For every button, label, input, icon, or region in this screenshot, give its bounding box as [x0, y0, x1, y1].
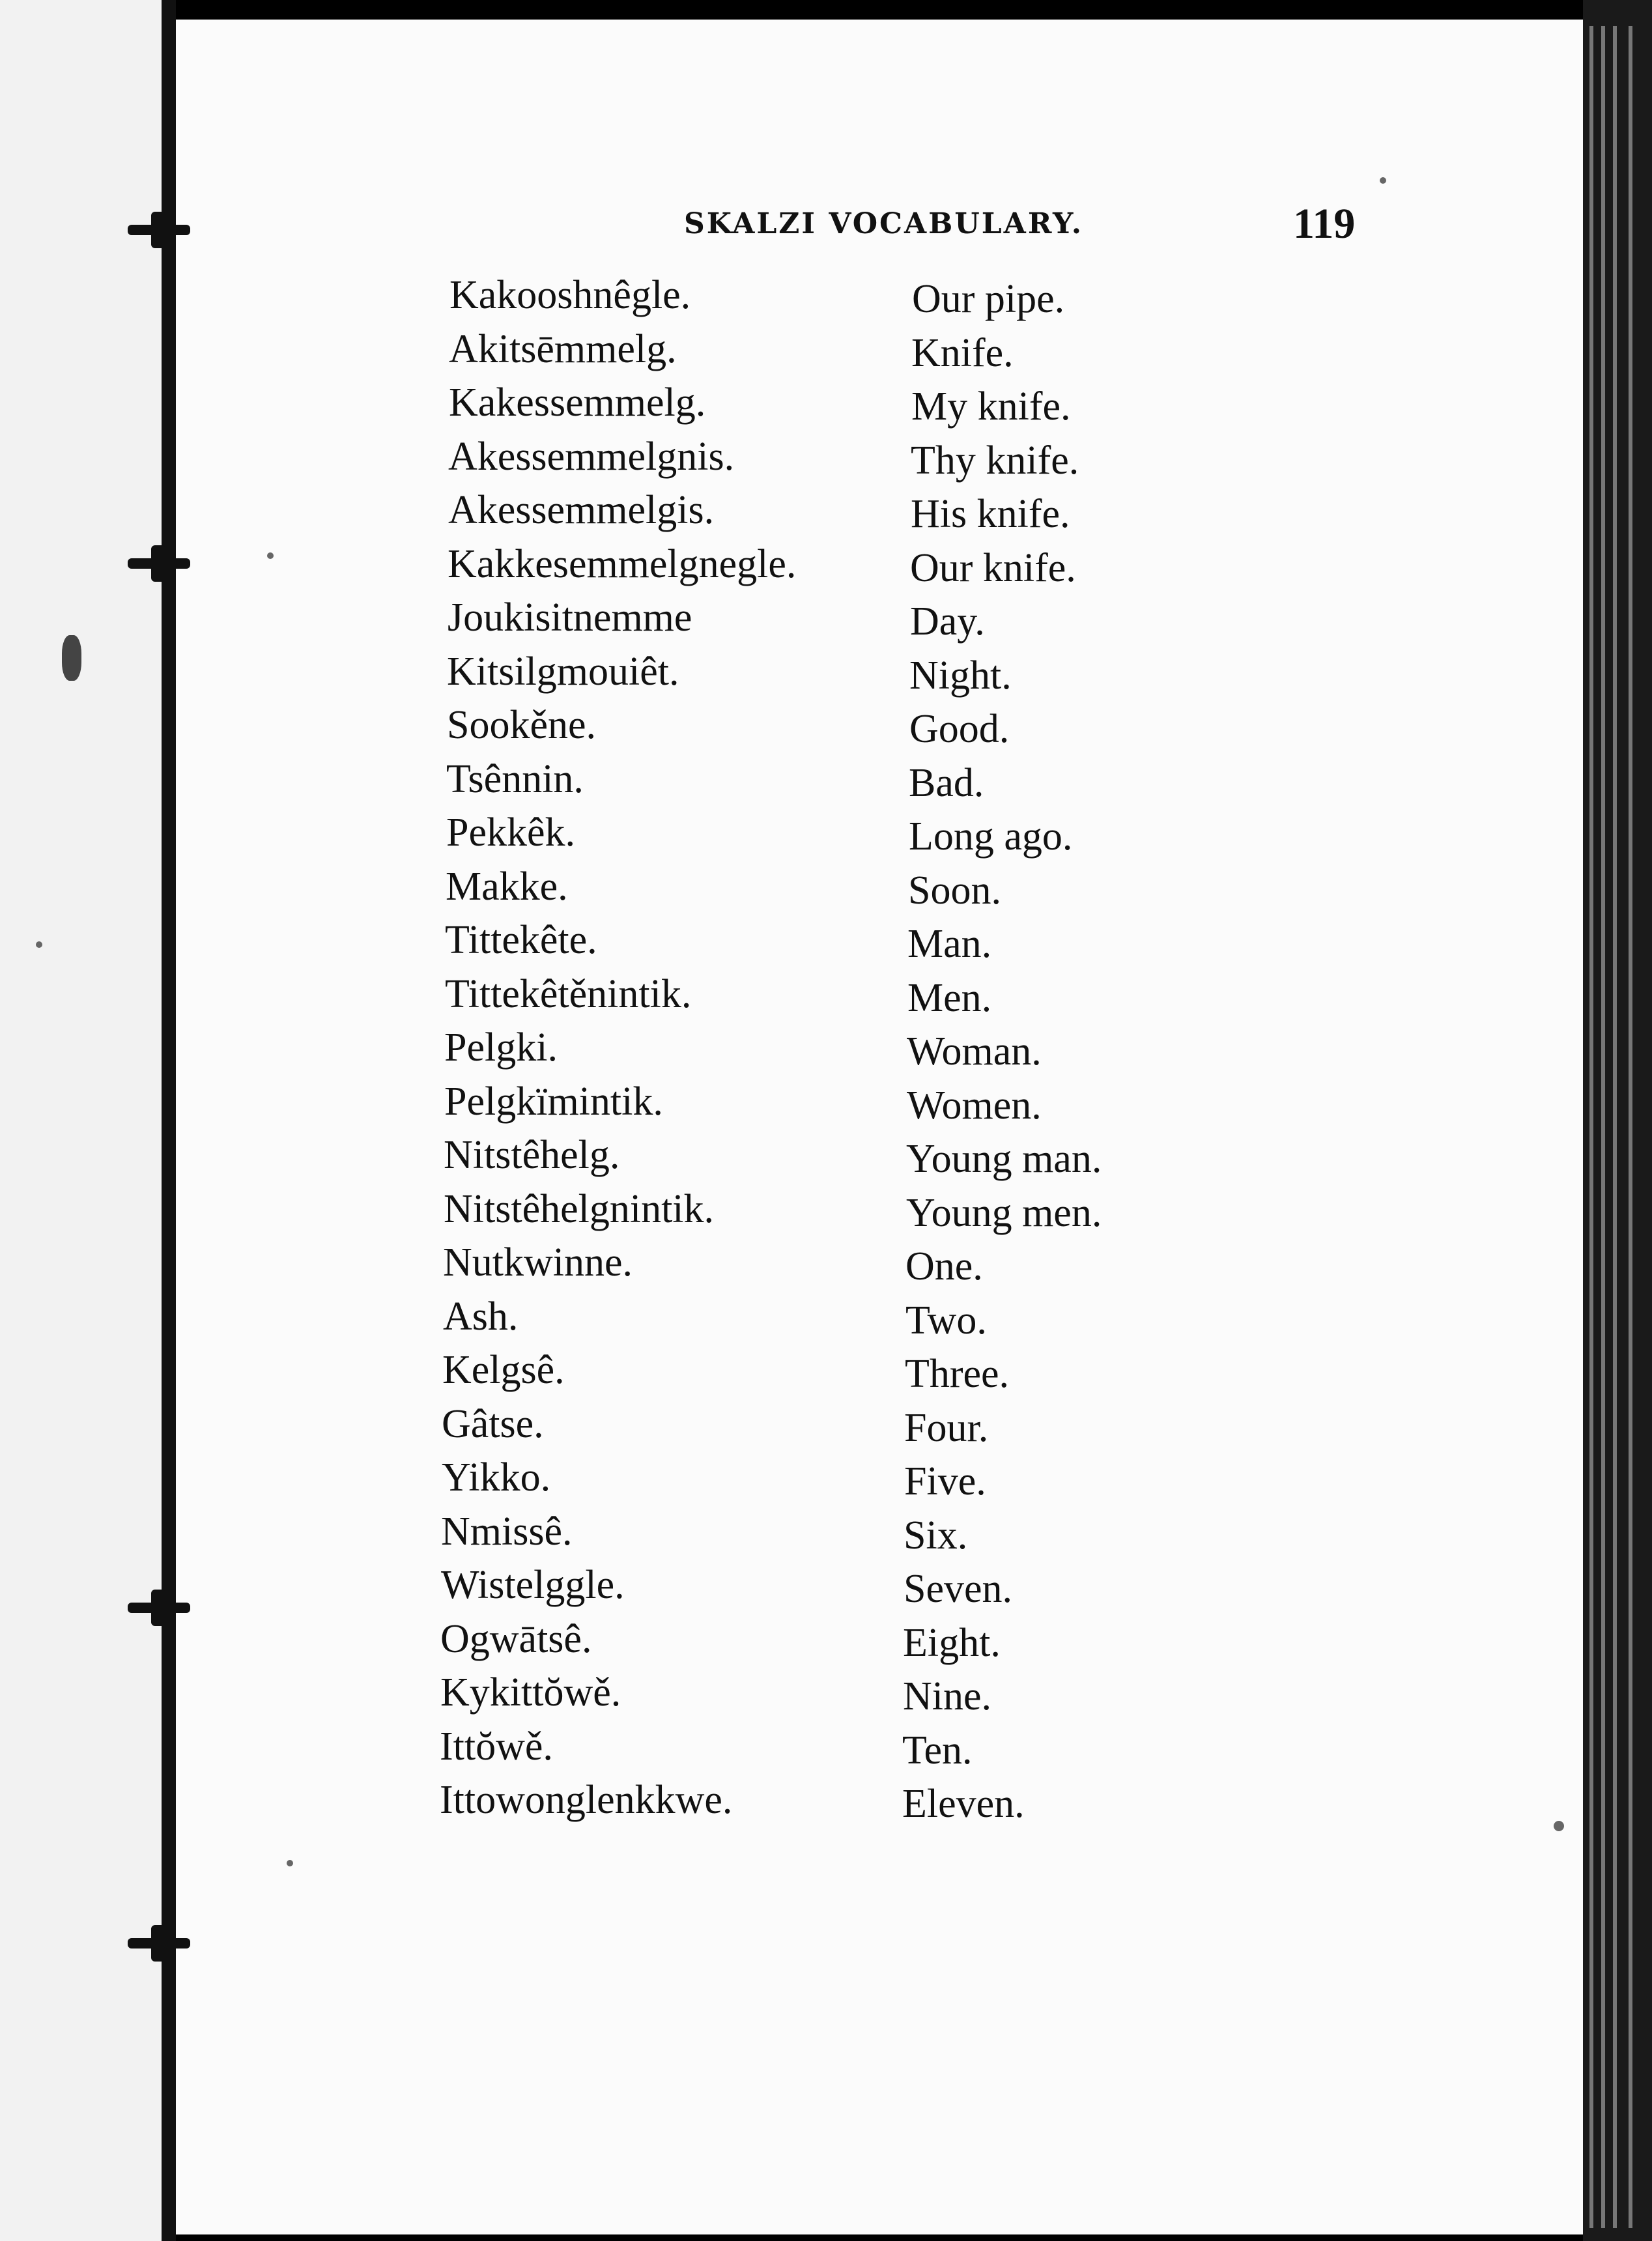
vocabulary-row: [417, 1562, 1199, 1616]
native-word: Tsênnin.: [446, 756, 584, 801]
english-translation: Bad.: [909, 760, 984, 805]
vocabulary-row: [417, 1347, 1199, 1401]
scan-speck: [36, 941, 42, 948]
english-translation: Good.: [909, 707, 1010, 751]
native-word: Gâtse.: [442, 1401, 544, 1446]
native-word: Wistelggle.: [441, 1563, 625, 1607]
native-word: Akessemmelgnis.: [448, 434, 735, 479]
vocabulary-row: [417, 1455, 1199, 1509]
vocabulary-row: [417, 756, 1199, 810]
english-translation: Woman.: [907, 1029, 1042, 1074]
native-word: Ogwātsê.: [440, 1616, 592, 1661]
facing-page-edge: [0, 0, 163, 2241]
english-translation: Two.: [905, 1298, 987, 1343]
vocabulary-row: [417, 1616, 1199, 1670]
english-translation: Young men.: [906, 1190, 1102, 1235]
english-translation: Men.: [907, 975, 992, 1020]
scan-speck: [287, 1860, 293, 1866]
scan-speck: [267, 552, 274, 559]
native-word: Kitsilgmouiêt.: [447, 649, 679, 694]
vocabulary-row: [417, 1079, 1199, 1133]
native-word: Kykittŏwě.: [440, 1670, 621, 1715]
native-word: Nitstêhelg.: [444, 1133, 620, 1177]
page-number: 119: [1293, 200, 1356, 248]
scan-speck: [62, 635, 81, 681]
native-word: Sookěne.: [447, 703, 597, 747]
binding-stitch: [128, 1938, 190, 1948]
vocabulary-row: [417, 595, 1199, 649]
page-edge-right: [1583, 0, 1652, 2241]
native-word: Tittekêtěnintik.: [445, 971, 692, 1016]
native-word: Ash.: [443, 1294, 519, 1339]
english-translation: Our pipe.: [912, 277, 1065, 321]
native-word: Kelgsê.: [442, 1348, 565, 1392]
vocabulary-row: [417, 1294, 1199, 1348]
english-translation: Ten.: [902, 1728, 973, 1773]
vocabulary-row: [417, 487, 1199, 541]
native-word: Nmissê.: [441, 1509, 573, 1554]
english-translation: My knife.: [911, 384, 1071, 429]
scan-speck: [1554, 1821, 1564, 1831]
english-translation: Three.: [905, 1352, 1010, 1396]
english-translation: One.: [905, 1244, 983, 1289]
native-word: Nutkwinne.: [443, 1240, 633, 1285]
binding-gutter: [162, 0, 176, 2241]
vocabulary-row: [417, 1025, 1199, 1079]
english-translation: Eleven.: [902, 1782, 1025, 1826]
native-word: Akessemmelgis.: [448, 488, 715, 532]
english-translation: Knife.: [911, 330, 1014, 375]
vocabulary-row: [417, 649, 1199, 703]
native-word: Makke.: [446, 864, 568, 909]
english-translation: His knife.: [911, 492, 1070, 536]
binding-stitch: [128, 225, 190, 235]
native-word: Kakessemmelg.: [449, 380, 706, 425]
vocabulary-row: [417, 702, 1199, 756]
english-translation: Man.: [907, 922, 992, 966]
native-word: Kakooshnêgle.: [449, 273, 691, 317]
vocabulary-row: [417, 1240, 1199, 1294]
native-word: Akitsēmmelg.: [449, 326, 677, 371]
native-word: Pekkêk.: [446, 810, 576, 855]
vocabulary-row: [417, 1670, 1199, 1724]
vocabulary-row: [417, 864, 1199, 918]
english-translation: Nine.: [903, 1674, 992, 1719]
native-word: Kakkesemmelgnegle.: [448, 541, 797, 586]
native-word: Pelgkïmintik.: [444, 1079, 663, 1124]
native-word: Tittekête.: [445, 918, 597, 962]
vocabulary-list: [417, 272, 1199, 1831]
english-translation: Seven.: [904, 1567, 1013, 1611]
scan-border-top: [176, 0, 1587, 20]
english-translation: Six.: [904, 1513, 968, 1558]
english-translation: Five.: [904, 1459, 986, 1504]
vocabulary-row: [417, 1509, 1199, 1563]
vocabulary-row: [417, 1401, 1199, 1455]
native-word: Ittowonglenkkwe.: [440, 1778, 733, 1822]
english-translation: Young man.: [906, 1137, 1102, 1181]
binding-stitch: [128, 558, 190, 569]
vocabulary-row: [417, 917, 1199, 971]
vocabulary-row: [417, 1132, 1199, 1186]
vocabulary-row: [417, 1724, 1199, 1778]
vocabulary-row: [417, 380, 1199, 434]
vocabulary-row: [417, 272, 1199, 326]
vocabulary-row: [417, 326, 1199, 380]
english-translation: Long ago.: [909, 814, 1073, 859]
native-word: Pelgki.: [444, 1025, 558, 1070]
english-translation: Thy knife.: [911, 438, 1079, 483]
native-word: Joukisitnemme: [448, 595, 692, 640]
vocabulary-row: [417, 810, 1199, 864]
native-word: Nitstêhelgnintik.: [444, 1186, 715, 1231]
english-translation: Our knife.: [910, 545, 1076, 590]
native-word: Ittŏwě.: [440, 1724, 553, 1769]
native-word: Yikko.: [442, 1455, 551, 1500]
english-translation: Soon.: [908, 868, 1001, 913]
english-translation: Women.: [907, 1083, 1042, 1128]
vocabulary-row: [417, 1186, 1199, 1240]
english-translation: Four.: [904, 1405, 989, 1450]
vocabulary-row: [417, 434, 1199, 488]
scan-speck: [1380, 177, 1386, 184]
vocabulary-row: [417, 1777, 1199, 1831]
english-translation: Night.: [909, 653, 1012, 698]
vocabulary-row: [417, 541, 1199, 595]
running-head: SKALZI VOCABULARY.: [684, 207, 1084, 240]
binding-stitch: [128, 1603, 190, 1613]
vocabulary-row: [417, 971, 1199, 1025]
english-translation: Day.: [910, 599, 985, 644]
english-translation: Eight.: [903, 1620, 1001, 1665]
